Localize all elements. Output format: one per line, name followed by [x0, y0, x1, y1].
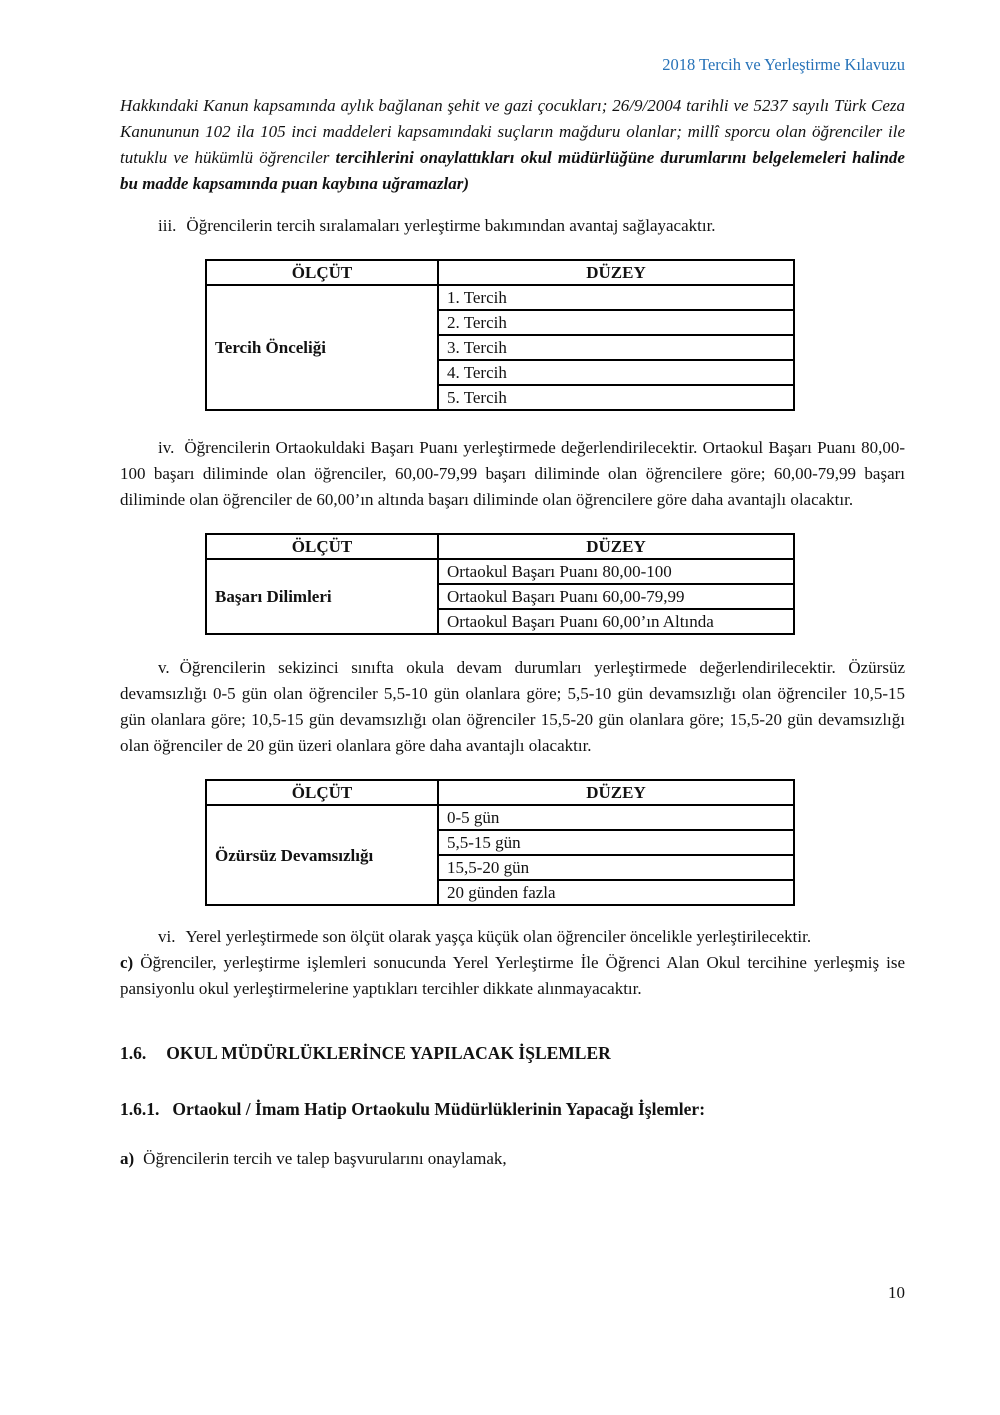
criterion-cell: Özürsüz Devamsızlığı	[206, 805, 438, 905]
table-header-olcut: ÖLÇÜT	[206, 780, 438, 805]
list-text-vi: Yerel yerleştirmede son ölçüt olarak yaşça küçük olan öğrenciler öncelikle yerleştirilecektir.	[185, 927, 812, 946]
table-header-duzey: DÜZEY	[438, 260, 794, 285]
criterion-cell: Tercih Önceliği	[206, 285, 438, 410]
table-header-olcut: ÖLÇÜT	[206, 260, 438, 285]
level-cell: Ortaokul Başarı Puanı 80,00-100	[438, 559, 794, 584]
table-row	[206, 559, 794, 584]
list-text-c: Öğrenciler, yerleştirme işlemleri sonucunda Yerel Yerleştirme İle Öğrenci Alan Okul tercihine yerleşmiş ise pansiyonlu okul yerleştirmelerine yaptıkları tercihler dikkate alınmayacaktır.	[120, 953, 905, 998]
level-cell: Ortaokul Başarı Puanı 60,00’ın Altında	[438, 609, 794, 634]
level-cell: 15,5-20 gün	[438, 855, 794, 880]
page-number: 10	[888, 1283, 905, 1302]
list-text-iv: Öğrencilerin Ortaokuldaki Başarı Puanı yerleştirmede değerlendirilecektir. Ortaokul Başarı Puanı 80,00-100 başarı diliminde olan öğrenciler, 60,00-79,99 başarı diliminde olan öğrencilere göre; 60,00-79,99 başarı diliminde olan öğrenciler de 60,00’ın altında başarı diliminde olan öğrencilere göre daha avantajlı olacaktır.	[120, 438, 905, 509]
list-marker-iii: iii.	[158, 216, 177, 235]
table-ozursuz-devamsizligi	[205, 779, 795, 906]
section-heading-1-6	[120, 1040, 905, 1066]
section-number: 1.6.	[120, 1043, 147, 1063]
document-header	[120, 55, 905, 75]
list-marker-c: c)	[120, 953, 134, 972]
level-cell: 5,5-15 gün	[438, 830, 794, 855]
table-header-duzey: DÜZEY	[438, 780, 794, 805]
level-cell: 2. Tercih	[438, 310, 794, 335]
section-heading-1-6-1	[120, 1096, 905, 1122]
level-cell: 20 günden fazla	[438, 880, 794, 905]
table-basari-dilimleri	[205, 533, 795, 635]
table-header-row	[206, 260, 794, 285]
list-marker-iv: iv.	[158, 438, 175, 457]
section-number: 1.6.1.	[120, 1099, 160, 1119]
list-text-v: Öğrencilerin sekizinci sınıfta okula devam durumları yerleştirmede değerlendirilecektir. Özürsüz devamsızlığı 0-5 gün olan öğrenciler 5,5-10 gün olanlara göre; 5,5-10 gün devamsızlığı olan öğrenciler 10,5-15 gün olanlara göre; 10,5-15 gün devamsızlığı olan öğrenciler 15,5-20 gün olanlara göre; 15,5-20 gün devamsızlığı olan öğrenciler de 20 gün üzeri olanlara göre daha avantajlı olacaktır.	[120, 658, 905, 755]
level-cell: 0-5 gün	[438, 805, 794, 830]
document-header-title: 2018 Tercih ve Yerleştirme Kılavuzu	[662, 55, 905, 74]
intro-normal-text: Hakkındaki Kanun kapsamında aylık bağlanan şehit ve gazi çocukları; 26/9/2004 tarihli ve 5237 sayılı Türk Ceza Kanununun 102 ila 105 inci maddeleri kapsamındaki suçların mağduru olanlar; millî sporcu olan öğrenciler ile tutuklu ve hükümlü öğrenciler	[120, 96, 905, 167]
list-item-v	[120, 655, 905, 759]
level-cell: 4. Tercih	[438, 360, 794, 385]
table-header-olcut: ÖLÇÜT	[206, 534, 438, 559]
table-row	[206, 285, 794, 310]
list-marker-v: v.	[158, 658, 170, 677]
table-row	[206, 805, 794, 830]
paragraph-c	[120, 950, 905, 1002]
list-marker-a: a)	[120, 1149, 135, 1168]
level-cell: 3. Tercih	[438, 335, 794, 360]
section-title: OKUL MÜDÜRLÜKLERİNCE YAPILACAK İŞLEMLER	[166, 1043, 611, 1063]
table-header-duzey: DÜZEY	[438, 534, 794, 559]
list-item-vi	[120, 924, 905, 950]
list-text-a: Öğrencilerin tercih ve talep başvurularını onaylamak,	[143, 1149, 507, 1168]
section-title: Ortaokul / İmam Hatip Ortaokulu Müdürlüklerinin Yapacağı İşlemler:	[172, 1099, 706, 1119]
intro-paragraph	[120, 93, 905, 197]
criterion-cell: Başarı Dilimleri	[206, 559, 438, 634]
table-tercih-onceligi	[205, 259, 795, 411]
intro-bold-text: tercihlerini onaylattıkları okul müdürlüğüne durumlarını belgelemeleri halinde bu madde kapsamında puan kaybına uğramazlar)	[120, 148, 905, 193]
level-cell: 1. Tercih	[438, 285, 794, 310]
list-item-a	[120, 1146, 905, 1172]
list-text-iii: Öğrencilerin tercih sıralamaları yerleştirme bakımından avantaj sağlayacaktır.	[186, 216, 716, 235]
table-header-row	[206, 780, 794, 805]
list-item-iv	[120, 435, 905, 513]
level-cell: 5. Tercih	[438, 385, 794, 410]
table-header-row	[206, 534, 794, 559]
list-item-iii	[120, 213, 905, 239]
level-cell: Ortaokul Başarı Puanı 60,00-79,99	[438, 584, 794, 609]
list-marker-vi: vi.	[158, 927, 176, 946]
